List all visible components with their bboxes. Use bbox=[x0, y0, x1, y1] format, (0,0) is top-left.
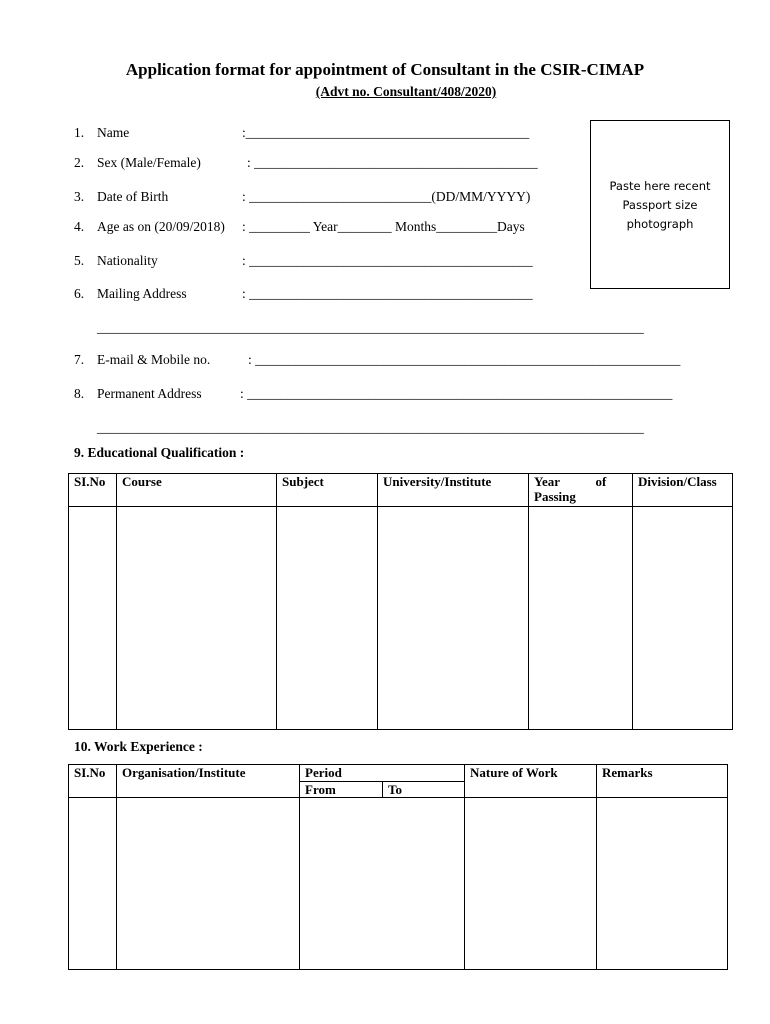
table-header-row bbox=[69, 474, 733, 507]
date-of-birth-blank[interactable]: : ___________________________(DD/MM/YYYY) bbox=[242, 189, 531, 204]
period-from-header: From bbox=[300, 782, 383, 798]
table-cell[interactable] bbox=[465, 798, 597, 970]
table-cell[interactable] bbox=[633, 507, 733, 730]
nationality-blank[interactable]: : __________________________________________ bbox=[242, 253, 533, 268]
field-number: 4. bbox=[74, 219, 85, 234]
column-header: Organisation/Institute bbox=[117, 765, 300, 798]
photo-instruction-line: Paste here recent bbox=[609, 179, 711, 193]
mailing-address-blank[interactable]: : __________________________________________ bbox=[242, 286, 533, 301]
passing-label: Passing bbox=[534, 489, 576, 504]
photo-box bbox=[590, 120, 730, 289]
table-cell[interactable] bbox=[117, 798, 300, 970]
column-header: Period bbox=[300, 765, 465, 782]
education-heading: 9. Educational Qualification : bbox=[74, 445, 245, 460]
name-label: Name bbox=[97, 125, 130, 140]
table-row[interactable] bbox=[69, 798, 728, 970]
mailing-address-continuation[interactable]: _________________________________________________________________________________ bbox=[97, 320, 644, 335]
column-header: Nature of Work bbox=[465, 765, 597, 798]
permanent-address-blank[interactable]: : _______________________________________________________________ bbox=[240, 386, 673, 401]
photo-instruction-line: Passport size bbox=[622, 198, 698, 212]
field-number: 7. bbox=[74, 352, 85, 367]
age-label: Age as on (20/09/2018) bbox=[97, 219, 225, 234]
column-header: SI.No bbox=[69, 474, 117, 507]
field-number: 6. bbox=[74, 286, 85, 301]
field-number: 5. bbox=[74, 253, 85, 268]
table-cell[interactable] bbox=[117, 507, 277, 730]
table-cell[interactable] bbox=[277, 507, 378, 730]
work-experience-heading: 10. Work Experience : bbox=[74, 739, 203, 754]
sex-blank[interactable]: : __________________________________________ bbox=[247, 155, 538, 170]
table-header-row bbox=[69, 765, 728, 782]
name-blank[interactable]: :__________________________________________ bbox=[242, 125, 530, 140]
period-to-header: To bbox=[383, 782, 465, 798]
field-number: 2. bbox=[74, 155, 85, 170]
advertisement-number: (Advt no. Consultant/408/2020) bbox=[315, 84, 497, 99]
column-header bbox=[529, 474, 633, 507]
age-blank[interactable]: : _________ Year________ Months_________Days bbox=[242, 219, 525, 234]
form-title: Application format for appointment of Consultant in the CSIR-CIMAP bbox=[125, 60, 645, 79]
table-row[interactable] bbox=[69, 507, 733, 730]
table-cell[interactable] bbox=[597, 798, 728, 970]
column-header: Course bbox=[117, 474, 277, 507]
work-experience-table bbox=[68, 764, 728, 970]
column-header: SI.No bbox=[69, 765, 117, 798]
field-number: 1. bbox=[74, 125, 85, 140]
email-mobile-blank[interactable]: : _______________________________________________________________ bbox=[248, 352, 681, 367]
table-cell[interactable] bbox=[529, 507, 633, 730]
table-cell[interactable] bbox=[69, 798, 117, 970]
mailing-address-label: Mailing Address bbox=[97, 286, 187, 301]
date-of-birth-label: Date of Birth bbox=[97, 189, 169, 204]
permanent-address-label: Permanent Address bbox=[97, 386, 202, 401]
column-header: University/Institute bbox=[378, 474, 529, 507]
field-number: 8. bbox=[74, 386, 85, 401]
photo-instruction-line: photograph bbox=[626, 217, 694, 231]
column-header: Subject bbox=[277, 474, 378, 507]
sex-label: Sex (Male/Female) bbox=[97, 155, 201, 170]
field-number: 3. bbox=[74, 189, 85, 204]
email-mobile-label: E-mail & Mobile no. bbox=[97, 352, 211, 367]
column-header: Division/Class bbox=[633, 474, 733, 507]
permanent-address-continuation[interactable]: _________________________________________________________________________________ bbox=[97, 420, 644, 435]
education-table bbox=[68, 473, 733, 730]
table-cell[interactable] bbox=[300, 798, 465, 970]
table-cell[interactable] bbox=[69, 507, 117, 730]
column-header: Remarks bbox=[597, 765, 728, 798]
table-cell[interactable] bbox=[378, 507, 529, 730]
nationality-label: Nationality bbox=[97, 253, 158, 268]
year-of-label: Year of bbox=[534, 474, 607, 489]
